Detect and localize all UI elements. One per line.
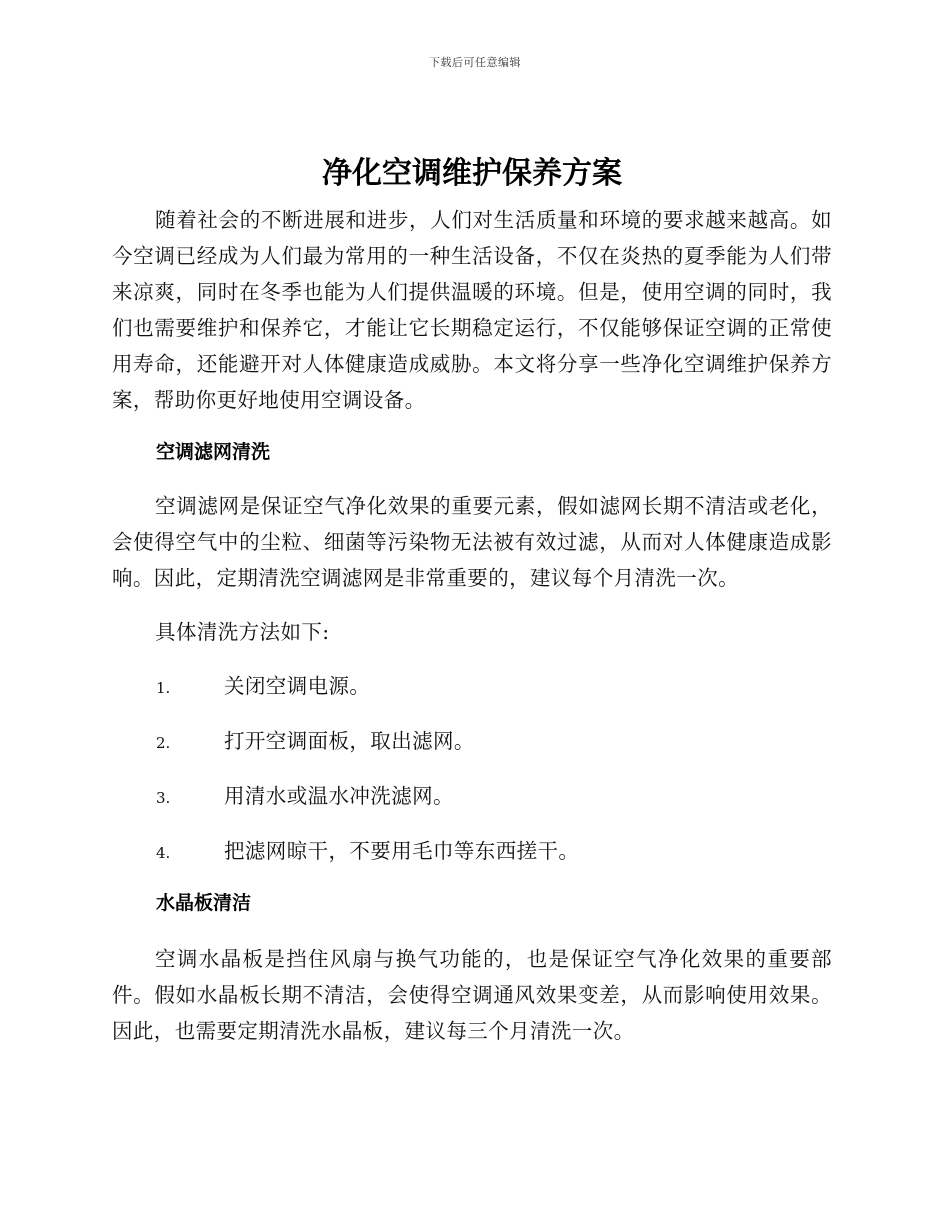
step-text: 用清水或温水冲洗滤网。 xyxy=(224,784,454,808)
header-note: 下载后可任意编辑 xyxy=(429,56,521,69)
step-text: 关闭空调电源。 xyxy=(224,674,371,698)
section-paragraph-crystal-panel: 空调水晶板是挡住风扇与换气功能的，也是保证空气净化效果的重要部件。假如水晶板长期不清洁，会使得空调通风效果变差，从而影响使用效果。因此，也需要定期清洗水晶板，建议每三个月清洗一次。 xyxy=(112,947,832,1043)
step-text: 把滤网晾干，不要用毛巾等东西搓干。 xyxy=(224,839,580,863)
section-heading-crystal-panel: 水晶板清洁 xyxy=(156,892,252,914)
intro-paragraph: 随着社会的不断进展和进步，人们对生活质量和环境的要求越来越高。如今空调已经成为人们最为常用的一种生活设备，不仅在炎热的夏季能为人们带来凉爽，同时在冬季也能为人们提供温暖的环境。但是，使用空调的同时，我们也需要维护和保养它，才能让它长期稳定运行，不仅能够保证空调的正常使用寿命，还能避开对人体健康造成威胁。本文将分享一些净化空调维护保养方案，帮助你更好地使用空调设备。 xyxy=(112,208,832,412)
list-item xyxy=(112,668,832,704)
list-item xyxy=(112,723,832,759)
methods-intro: 具体清洗方法如下: xyxy=(155,620,330,644)
section-heading-filter-cleaning: 空调滤网清洗 xyxy=(156,441,271,463)
cleaning-steps-list xyxy=(112,668,832,869)
step-number: 4. xyxy=(156,844,171,862)
step-number: 2. xyxy=(156,734,171,752)
step-number: 3. xyxy=(156,789,171,807)
section-paragraph-filter-cleaning: 空调滤网是保证空气净化效果的重要元素，假如滤网长期不清洁或老化，会使得空气中的尘粒、细菌等污染物无法被有效过滤，从而对人体健康造成影响。因此，定期清洗空调滤网是非常重要的，建议每个月清洗一次。 xyxy=(112,494,832,590)
document-body xyxy=(112,152,832,1049)
list-item xyxy=(112,778,832,814)
step-text: 打开空调面板，取出滤网。 xyxy=(224,729,475,753)
step-number: 1. xyxy=(156,679,171,697)
document-title: 净化空调维护保养方案 xyxy=(322,156,622,191)
list-item xyxy=(112,833,832,869)
